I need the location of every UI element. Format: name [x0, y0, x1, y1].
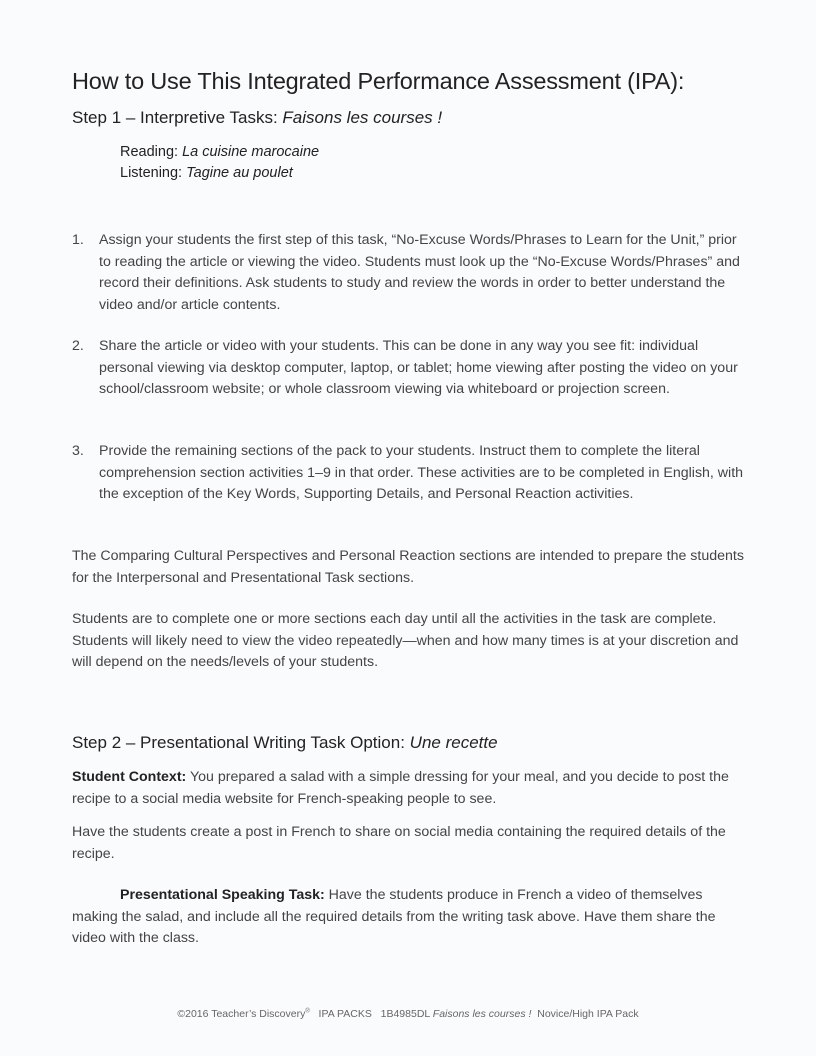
listening-value: Tagine au poulet: [186, 165, 293, 181]
footer-product-code: 1B4985DL: [380, 1008, 430, 1020]
speaking-task-label: Presentational Speaking Task:: [120, 887, 325, 903]
listening-line: [120, 165, 293, 181]
list-item-number: 1.: [72, 232, 84, 248]
student-context-label: Student Context:: [72, 769, 187, 785]
step1-heading: [72, 108, 442, 128]
step1-heading-title: Faisons les courses !: [282, 108, 443, 127]
reading-label: Reading:: [120, 144, 183, 160]
list-item-number: 2.: [72, 338, 84, 354]
footer-title: Faisons les courses !: [432, 1008, 532, 1020]
list-item-text: Assign your students the first step of this task, “No-Excuse Words/Phrases to Learn for the Unit,” prior to reading the article or viewing the video. Students must look up the “No-Excuse Words/Phrases” and record their definitions. Ask students to study and review the words in order to better understand the video and/or article contents.: [99, 232, 740, 313]
reading-line: [120, 144, 319, 160]
step1-heading-text: Step 1 – Interpretive Tasks:: [72, 108, 283, 127]
page-title: How to Use This Integrated Performance Assessment (IPA):: [72, 68, 685, 94]
page-header-mark: [18, 18, 62, 30]
step2-heading-title: Une recette: [409, 733, 498, 752]
student-context-text: You prepared a salad with a simple dressing for your meal, and you decide to post the recipe to a social media website for French-speaking people to see.: [72, 769, 729, 807]
list-item: [72, 336, 752, 401]
step2-heading: [72, 733, 498, 753]
list-item: [72, 230, 752, 316]
daily-sections-paragraph: Students are to complete one or more sections each day until all the activities in the task are complete. Students will likely need to view the video repeatedly—when and how many times is at your discretion and will depend on the needs/levels of your students.: [72, 611, 739, 670]
list-item-text: Provide the remaining sections of the pack to your students. Instruct them to complete the literal comprehension section activities 1–9 in that order. These activities are to be completed in English, with the exception of the Key Words, Supporting Details, and Personal Reaction activities.: [99, 443, 744, 502]
list-item-number: 3.: [72, 443, 84, 459]
student-context-paragraph: [72, 767, 752, 810]
reading-value: La cuisine marocaine: [182, 144, 320, 160]
step2-heading-text: Step 2 – Presentational Writing Task Option:: [72, 733, 410, 752]
footer-series: IPA PACKS: [318, 1008, 372, 1020]
footer-level: Novice/High IPA Pack: [537, 1008, 639, 1020]
listening-label: Listening:: [120, 165, 187, 181]
page-footer: [0, 1008, 816, 1020]
writing-task-paragraph: Have the students create a post in French to share on social media containing the required details of the recipe.: [72, 824, 726, 862]
speaking-task-text: Have the students produce in French a video of themselves making the salad, and include all the required details from the writing task above. Have them share the video with the class.: [72, 887, 716, 946]
footer-copyright: ©2016 Teacher’s Discovery: [177, 1008, 306, 1020]
speaking-task-paragraph: [72, 885, 752, 950]
cultural-perspectives-paragraph: The Comparing Cultural Perspectives and Personal Reaction sections are intended to prepare the students for the Interpersonal and Presentational Task sections.: [72, 548, 744, 586]
footer-registered-mark: ®: [305, 1008, 310, 1015]
list-item: [72, 441, 752, 506]
list-item-text: Share the article or video with your students. This can be done in any way you see fit: individual personal viewing via desktop computer, laptop, or tablet; home viewing after posting the video on your school/classroom website; or whole classroom viewing via whiteboard or projection screen.: [99, 338, 738, 397]
